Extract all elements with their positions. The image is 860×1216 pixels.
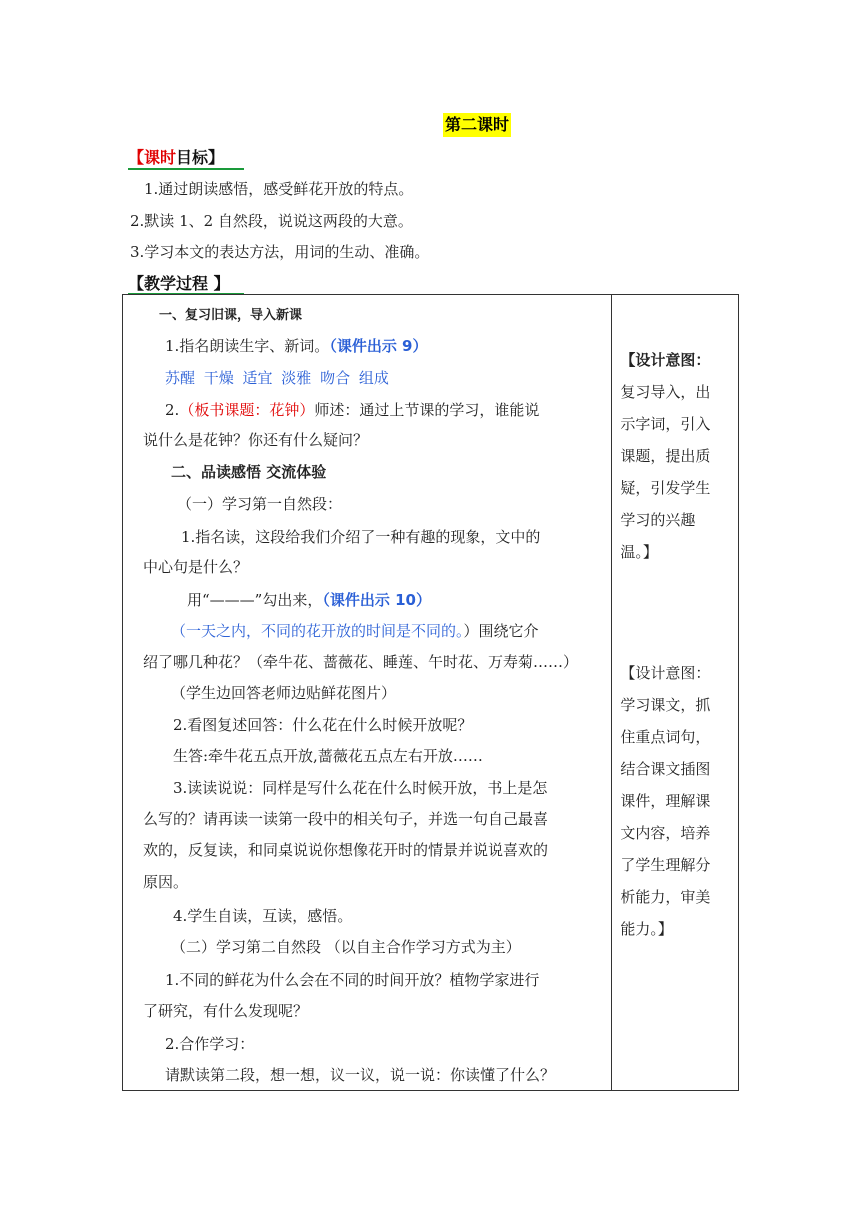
note-line: 析能力，审美 [620, 888, 711, 906]
line: 2.合作学习： [165, 1035, 255, 1053]
line: 1.指名读，这段给我们介绍了一种有趣的现象，文中的 [181, 528, 541, 546]
section-2-title: 二、品读感悟 交流体验 [171, 463, 327, 481]
objective-item: 1.通过朗读感悟，感受鲜花开放的特点。 [144, 180, 414, 198]
line: 3.读读说说：同样是写什么花在什么时候开放，书上是怎 [173, 779, 548, 797]
line [165, 335, 428, 357]
line-text: 师述：通过上节课的学习，谁能说 [314, 401, 540, 419]
process-main-cell [123, 295, 612, 1091]
objectives-underline [128, 168, 244, 170]
objectives-heading [128, 146, 224, 170]
note-line: 课题，提出质 [620, 447, 711, 465]
line: 原因。 [143, 873, 189, 891]
note-line: 【设计意图： [620, 351, 711, 369]
line-text: 2. [165, 401, 180, 419]
line: （学生边回答老师边贴鲜花图片） [171, 684, 397, 702]
process-side-cell [612, 295, 739, 1091]
line [171, 620, 539, 642]
line: 欢的，反复读，和同桌说说你想像花开时的情景并说说喜欢的 [143, 841, 549, 859]
process-heading: 【教学过程 】 [128, 274, 230, 293]
line: 中心句是什么？ [143, 558, 249, 576]
line: 说什么是花钟？你还有什么疑问？ [143, 431, 369, 449]
central-sentence: （一天之内，不同的花开放的时间是不同的。 [171, 622, 464, 640]
vocab-words: 苏醒 干燥 适宜 淡雅 吻合 组成 [165, 369, 389, 387]
line-text: ）围绕它介 [463, 622, 539, 640]
line: 请默读第二段，想一想，议一议，说一说：你读懂了什么？ [165, 1066, 556, 1084]
line: 1.不同的鲜花为什么会在不同的时间开放？植物学家进行 [165, 971, 540, 989]
process-table [122, 294, 739, 1091]
line-text: 1.指名朗读生字、新词。 [165, 337, 330, 355]
board-title: （板书课题：花钟） [179, 401, 315, 419]
part-2-title: （二）学习第二自然段 （以自主合作学习方式为主） [171, 938, 521, 956]
objectives-heading-bracket: 【 [128, 148, 145, 167]
line: 生答:牵牛花五点开放,蔷薇花五点左右开放…… [173, 747, 483, 765]
page-title: 第二课时 [443, 113, 511, 137]
note-line: 复习导入，出 [620, 383, 711, 401]
note-line: 结合课文插图 [620, 760, 711, 778]
note-line: 疑，引发学生 [620, 479, 711, 497]
line: 绍了哪几种花？（牵牛花、蔷薇花、睡莲、午时花、万寿菊……） [143, 653, 579, 671]
note-line: 住重点词句， [620, 728, 711, 746]
objectives-heading-red: 课时 [144, 148, 177, 167]
note-line: 课件，理解课 [620, 792, 711, 810]
line-text: 用“———”勾出来， [187, 591, 323, 609]
note-line: 文内容，培养 [620, 824, 711, 842]
line: 了研究，有什么发现呢？ [143, 1002, 309, 1020]
objective-item: 3.学习本文的表达方法，用词的生动、准确。 [130, 243, 430, 261]
line: 4.学生自读，互读，感悟。 [173, 907, 353, 925]
line [165, 399, 539, 421]
note-line: 示字词，引入 [620, 415, 711, 433]
note-line: 温。】 [620, 543, 658, 561]
note-line: 学习课文，抓 [620, 696, 711, 714]
note-line: 【设计意图： [620, 664, 711, 682]
objective-item: 2.默读 1、2 自然段，说说这两段的大意。 [130, 212, 413, 230]
note-line: 学习的兴趣 [620, 511, 696, 529]
note-line: 了学生理解分 [620, 856, 711, 874]
line: 2.看图复述回答：什么花在什么时候开放呢？ [173, 716, 473, 734]
line [187, 589, 431, 611]
section-1-title: 一、复习旧课，导入新课 [159, 308, 303, 323]
line: 么写的？请再读一读第一段中的相关句子，并选一句自己最喜 [143, 810, 549, 828]
note-line: 能力。】 [620, 920, 673, 938]
objectives-heading-black: 目标】 [176, 148, 225, 167]
part-1-title: （一）学习第一自然段： [177, 495, 343, 513]
courseware-ref: （课件出示 9） [329, 337, 428, 355]
courseware-ref: （课件出示 10） [322, 591, 431, 609]
